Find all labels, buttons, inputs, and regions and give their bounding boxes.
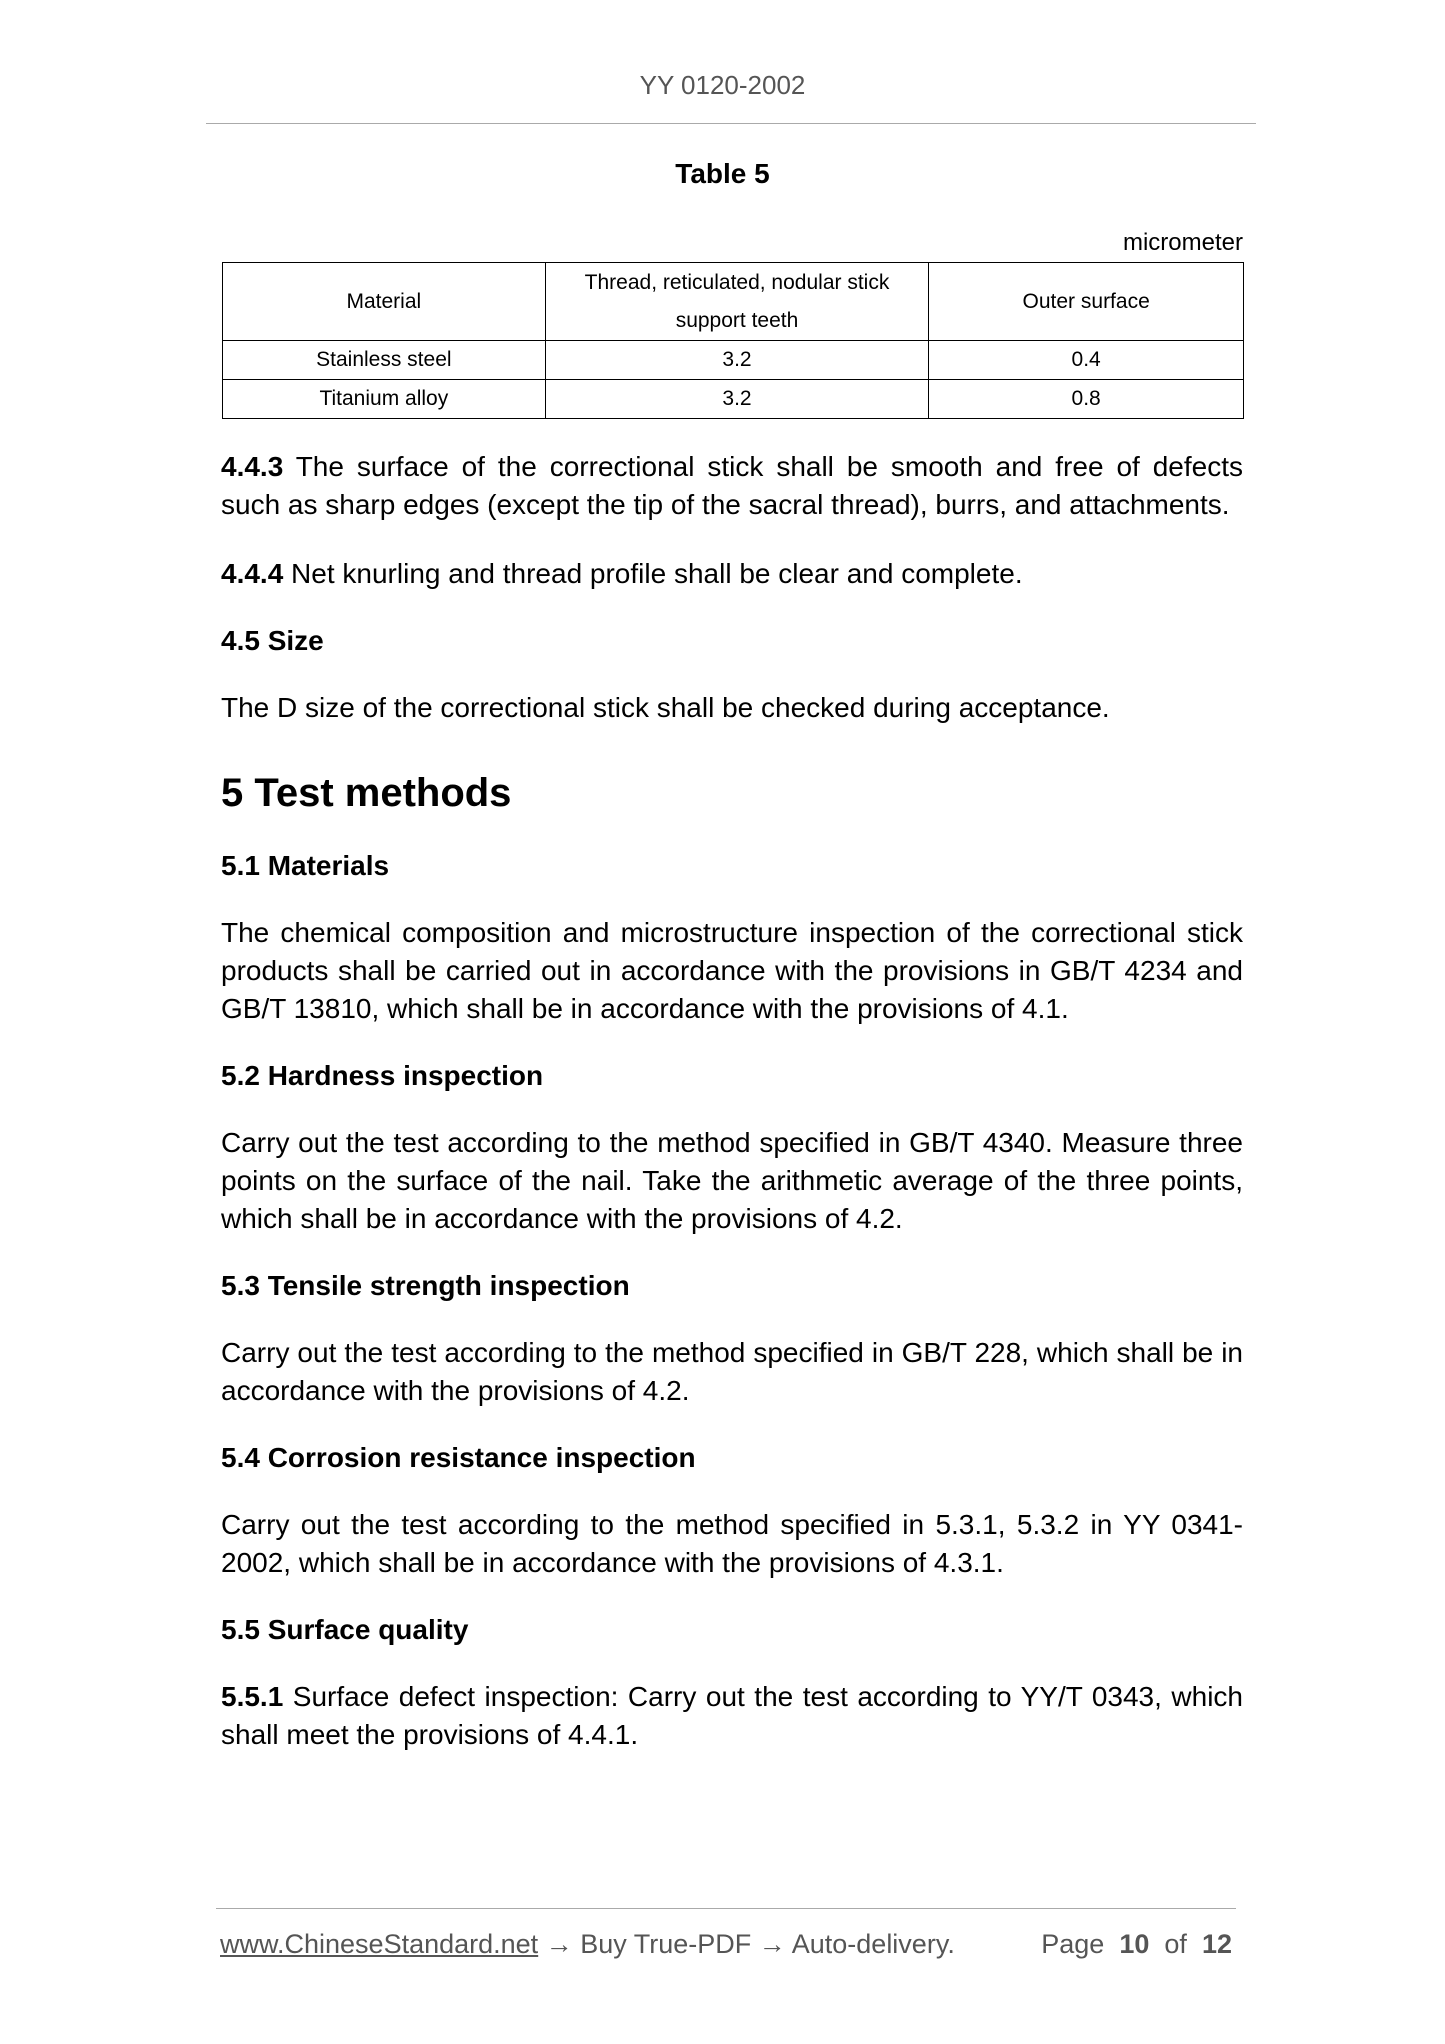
- heading-5: 5 Test methods: [221, 771, 512, 815]
- table-unit: micrometer: [1122, 229, 1243, 256]
- document-code: YY 0120-2002: [639, 70, 806, 100]
- header-divider: [206, 123, 1256, 124]
- cell-outer-surface-value: 0.4: [929, 341, 1244, 380]
- column-header-thread-label: Thread, reticulated, nodular stick support teeth: [584, 270, 890, 332]
- paragraph-5-1: The chemical composition and microstructure inspection of the correctional stick products shall be carried out in accordance with the provisions in GB/T 4234 and GB/T 13810, which shall be in accordance with the provisions of 4.1.: [221, 917, 1243, 1024]
- clause-4-4-3: [221, 448, 1243, 524]
- cell-thread-value: 3.2: [545, 380, 929, 419]
- table-row: [223, 380, 1244, 419]
- paragraph-5-2: Carry out the test according to the method specified in GB/T 4340. Measure three points on the surface of the nail. Take the arithmetic average of the three points, which shall be in accordance with the provisions of 4.2.: [221, 1127, 1243, 1234]
- heading-5-4: 5.4 Corrosion resistance inspection: [221, 1442, 696, 1473]
- heading-5-1: 5.1 Materials: [221, 850, 390, 881]
- table-title: Table 5: [675, 158, 770, 189]
- column-header-outer-surface: Outer surface: [929, 263, 1244, 341]
- paragraph-5-3: Carry out the test according to the method specified in GB/T 228, which shall be in accordance with the provisions of 4.2.: [221, 1337, 1243, 1406]
- page-total: 12: [1201, 1929, 1232, 1959]
- paragraph-5-4: Carry out the test according to the method specified in 5.3.1, 5.3.2 in YY 0341-2002, which shall be in accordance with the provisions of 4.3.1.: [221, 1509, 1243, 1578]
- clause-4-4-4: [221, 555, 1243, 593]
- page-current: 10: [1119, 1929, 1150, 1959]
- website-link[interactable]: www.ChineseStandard.net: [220, 1929, 539, 1959]
- clause-number: 4.4.4: [221, 558, 284, 589]
- page-indicator: [1041, 1924, 1232, 1964]
- column-header-material: Material: [223, 263, 546, 341]
- of-label: of: [1164, 1929, 1187, 1959]
- clause-number: 5.5.1: [221, 1681, 284, 1712]
- heading-4-5: 4.5 Size: [221, 625, 324, 656]
- column-header-thread: [545, 263, 929, 341]
- table-header-row: [223, 263, 1244, 341]
- cell-material: Stainless steel: [223, 341, 546, 380]
- paragraph-4-5: The D size of the correctional stick shall be checked during acceptance.: [221, 692, 1110, 723]
- footer-divider: [216, 1908, 1236, 1909]
- cell-material: Titanium alloy: [223, 380, 546, 419]
- cell-thread-value: 3.2: [545, 341, 929, 380]
- clause-text: Surface defect inspection: Carry out the test according to YY/T 0343, which shall meet the provisions of 4.4.1.: [221, 1681, 1243, 1750]
- heading-5-5: 5.5 Surface quality: [221, 1614, 469, 1645]
- heading-5-3: 5.3 Tensile strength inspection: [221, 1270, 630, 1301]
- clause-5-5-1: [221, 1678, 1243, 1754]
- clause-number: 4.4.3: [221, 451, 284, 482]
- heading-5-2: 5.2 Hardness inspection: [221, 1060, 544, 1091]
- clause-text: The surface of the correctional stick shall be smooth and free of defects such as sharp edges (except the tip of the sacral thread), burrs, and attachments.: [221, 451, 1243, 520]
- table-row: [223, 341, 1244, 380]
- document-body: [221, 448, 1243, 1754]
- footer: [220, 1924, 1232, 1964]
- clause-text: Net knurling and thread profile shall be clear and complete.: [283, 558, 1023, 589]
- table-5: [222, 262, 1244, 419]
- page-label: Page: [1041, 1929, 1105, 1959]
- cell-outer-surface-value: 0.8: [929, 380, 1244, 419]
- footer-tagline: → Buy True-PDF → Auto-delivery.: [538, 1929, 955, 1959]
